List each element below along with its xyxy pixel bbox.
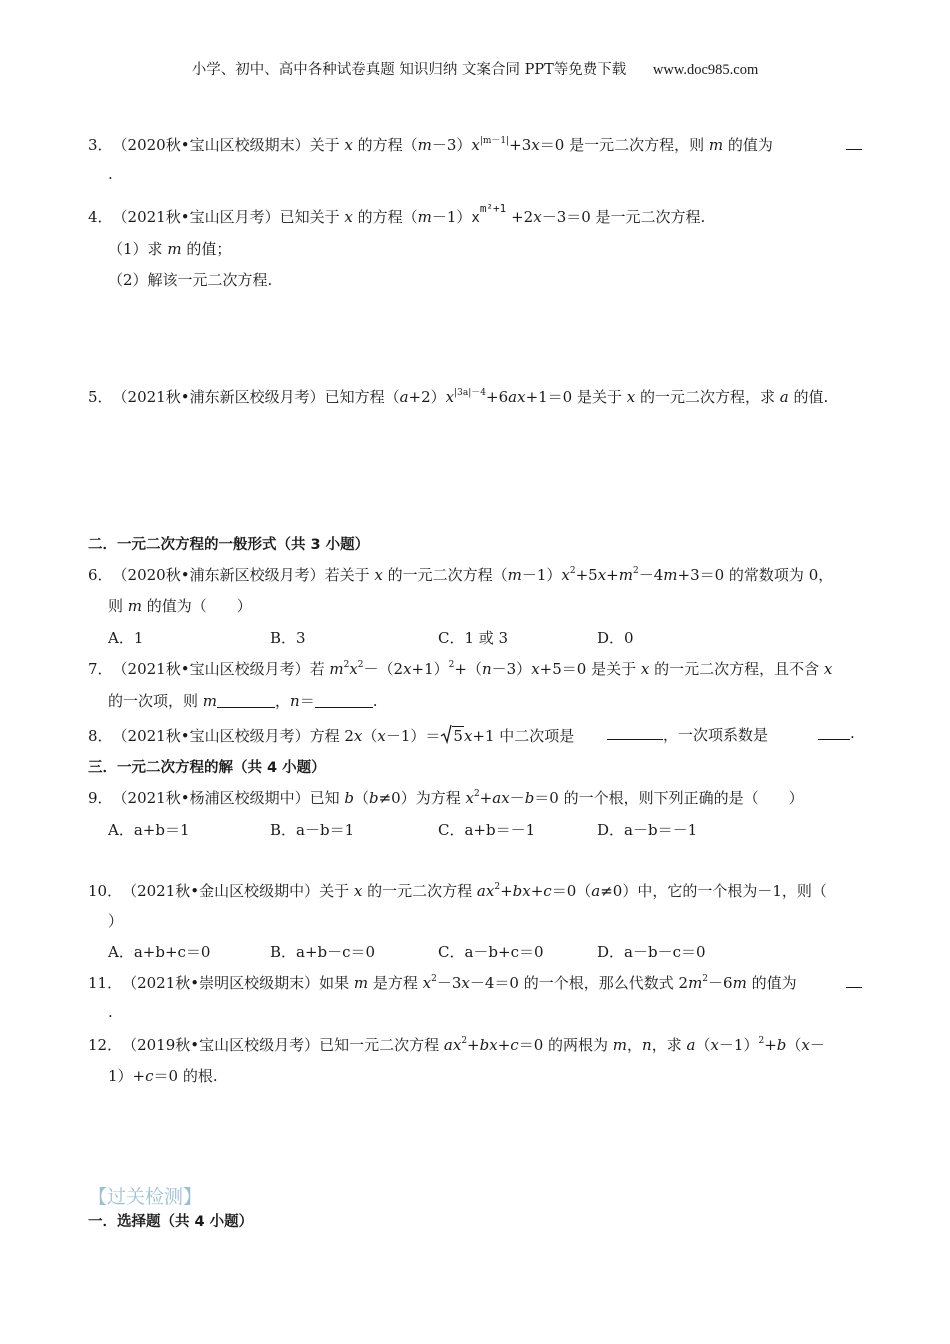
header-text: 小学、初中、高中各种试卷真题 知识归纳 文案合同 PPT等免费下载	[191, 62, 627, 78]
question-12-cont: 1）+c＝0 的根.	[108, 1067, 218, 1085]
question-6: 6．（2020秋•浦东新区校级月考）若关于 x 的一元二次方程$(m-1)x^2+5x+m^2-4m+3=0$ 的常数项为 0，	[88, 566, 834, 584]
q6-option-d[interactable]: D．0	[597, 629, 634, 647]
q10-option-b[interactable]: B．a+b－c＝0	[270, 943, 376, 961]
answer-blank-8-quadratic[interactable]	[607, 724, 663, 742]
question-4: 4．（2021秋•宝山区月考）已知关于 x 的方程$(m-1)x^{m^2+1} +2x-3=0$ 是一元二次方程.	[88, 202, 706, 226]
page-header	[0, 58, 950, 79]
section-2-heading: 二．一元二次方程的一般形式（共 3 小题）	[88, 537, 370, 553]
question-5: 5．（2021秋•浦东新区校级月考）已知方程$(a+2)x^{|3a|-4}+6ax+1=0$ 是关于 x 的一元二次方程，求 a 的值.	[88, 388, 829, 406]
q9-option-b[interactable]: B．a－b＝1	[270, 821, 355, 839]
question-8-mid: ，一次项系数是	[663, 726, 769, 744]
question-3: 3．（2020秋•宝山区校级期末）关于 x 的方程$(m-3)x^{|m-1|}+3x=0$ 是一元二次方程，则 m 的值为	[88, 136, 773, 154]
answer-blank-3[interactable]	[846, 134, 862, 152]
question-7-cont: 的一次项，则 m ，n＝ .	[108, 692, 378, 710]
answer-blank-11[interactable]	[846, 972, 862, 990]
q6-option-b[interactable]: B．3	[270, 629, 306, 647]
question-10: 10．（2021秋•金山区校级期中）关于 x 的一元二次方程 $ax^2+bx+c=0(a\ne 0)$中，它的一个根为－1，则（	[88, 882, 827, 900]
question-4-part-2: （2）解该一元二次方程.	[108, 271, 273, 289]
final-section-heading: 一．选择题（共 4 小题）	[88, 1214, 254, 1230]
question-12: 12．（2019秋•宝山区校级月考）已知一元二次方程 $ax^2+bx+c=0$ 的两根为 m，n，求 $a(x-1)^2+b(x-$	[88, 1036, 825, 1054]
answer-blank-8-linear[interactable]: .	[818, 724, 855, 742]
q10-option-c[interactable]: C．a－b+c＝0	[438, 943, 544, 961]
q9-option-c[interactable]: C．a+b＝－1	[438, 821, 536, 839]
question-10-cont: ）	[108, 912, 124, 930]
q10-option-d[interactable]: D．a－b－c＝0	[597, 943, 706, 961]
check-title: 【过关检测】	[88, 1186, 203, 1208]
q10-option-a[interactable]: A．a+b+c＝0	[108, 943, 211, 961]
question-4-part-1: （1）求 m 的值；	[108, 240, 232, 258]
section-3-heading: 三．一元二次方程的解（共 4 小题）	[88, 760, 326, 776]
question-11-cont: .	[108, 1003, 113, 1021]
answer-blank-7-n[interactable]	[315, 693, 373, 708]
question-6-cont: 则 m 的值为（ ）	[108, 597, 252, 615]
header-site: www.doc985.com	[652, 62, 759, 78]
q6-option-a[interactable]: A．1	[108, 629, 144, 647]
question-11: 11．（2021秋•崇明区校级期末）如果 m 是方程 $x^2-3x-4=0$ 的一个根，那么代数式 $2m^2-6m$ 的值为	[88, 974, 797, 992]
q9-option-a[interactable]: A．a+b＝1	[108, 821, 190, 839]
answer-blank-7-m[interactable]	[217, 693, 275, 708]
question-7: 7．（2021秋•宝山区校级月考）若 $m^2x^2-(2x+1)^2+(n-3)x+5=0$ 是关于 x 的一元二次方程，且不含 x	[88, 660, 833, 678]
q9-option-d[interactable]: D．a－b＝－1	[597, 821, 698, 839]
sqrt-icon	[440, 724, 452, 744]
q6-option-c[interactable]: C．1 或 3	[438, 629, 509, 647]
question-9: 9．（2021秋•杨浦区校级期中）已知 b（b≠0）为方程 $x^2+ax-b=0$ 的一个根，则下列正确的是（ ）	[88, 789, 804, 807]
question-3-cont: .	[108, 165, 113, 183]
question-8: 8．（2021秋•宝山区校级月考）方程 2x（x－1）＝ 5x+1 中二次项是	[88, 724, 574, 746]
